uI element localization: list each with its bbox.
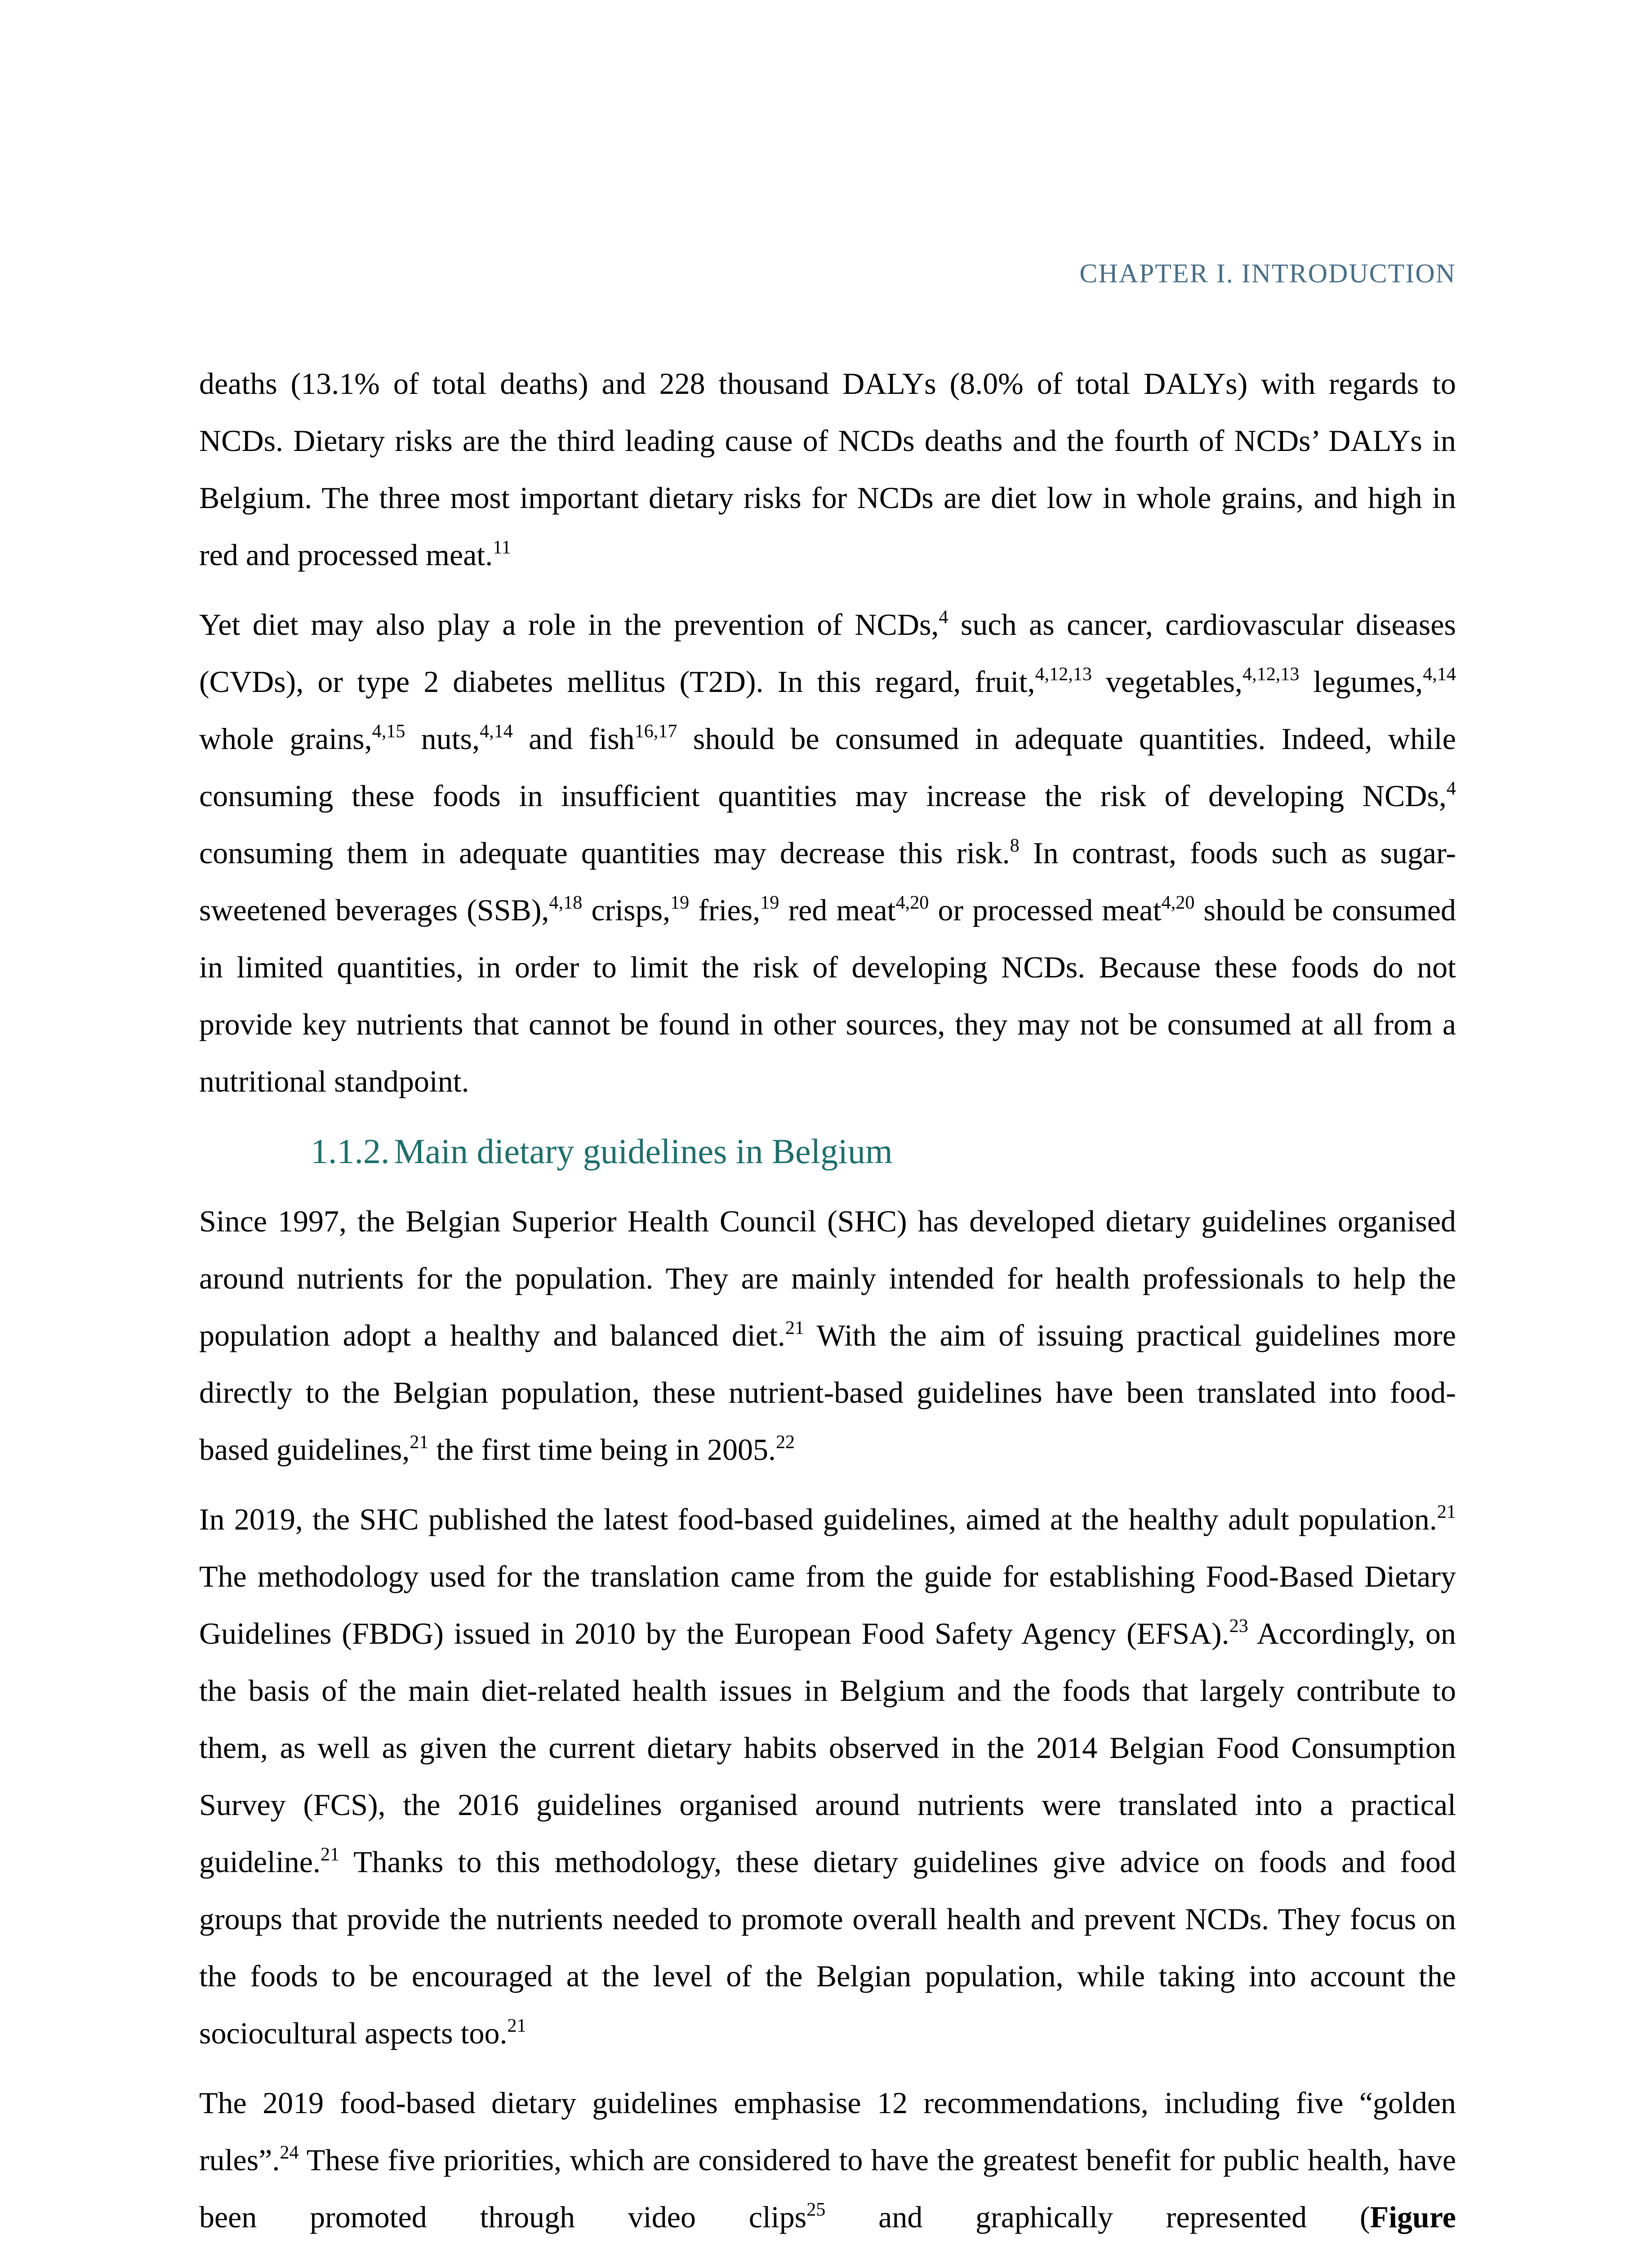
citation: 19 <box>670 892 690 914</box>
citation: 19 <box>760 892 779 914</box>
citation: 8 <box>1010 835 1020 856</box>
body-text <box>199 355 1456 2248</box>
citation: 4,14 <box>1423 664 1456 685</box>
section-title: Main dietary guidelines in Belgium <box>394 1132 893 1171</box>
citation: 21 <box>785 1317 804 1339</box>
text-span: the first time being in 2005. <box>428 1432 776 1467</box>
citation: 4,20 <box>895 892 929 914</box>
paragraph <box>199 596 1456 1110</box>
paragraph <box>199 1193 1456 1478</box>
citation: 16,17 <box>634 721 677 742</box>
figure-reference: Figure <box>1370 2200 1456 2234</box>
citation: 4 <box>1446 778 1456 799</box>
section-heading <box>199 1123 1456 1180</box>
running-header: CHAPTER I. INTRODUCTION <box>1079 259 1456 288</box>
citation: 21 <box>1437 1501 1456 1523</box>
text-span: and graphically represented ( <box>825 2200 1370 2234</box>
text-span: nuts, <box>405 722 480 756</box>
citation: 4 <box>939 607 948 628</box>
citation: 4,14 <box>480 721 513 742</box>
text-span: fries, <box>689 893 761 927</box>
text-span: Yet diet may also play a role in the prevention of NCDs, <box>199 607 939 642</box>
citation: 23 <box>1229 1615 1248 1637</box>
paragraph <box>199 2074 1456 2246</box>
citation: 21 <box>410 1432 429 1453</box>
text-span: should be consumed in limited quantities, in order to limit the risk of developing NCDs. Because these foods do not provide key nutrients that cannot be found in other sources, they may not be consumed at all from a nutritional standpoint. <box>199 893 1456 1098</box>
text-span: and fish <box>512 722 635 756</box>
citation: 4,18 <box>549 892 583 914</box>
citation: 4,15 <box>372 721 405 742</box>
citation: 21 <box>507 2015 526 2037</box>
text-span: such as cancer, cardiovascular diseases (CVDs), or type 2 diabetes mellitus (T2D). In this regard, fruit, <box>199 607 1456 699</box>
text-span: deaths (13.1% of total deaths) and 228 thousand DALYs (8.0% of total DALYs) with regards to NCDs. Dietary risks are the third leading cause of NCDs deaths and the fourth of NCDs’ DALYs in Belgium. The three most important dietary risks for NCDs are diet low in whole grains, and high in red and processed meat. <box>199 366 1456 572</box>
text-span: These five priorities, which are considered to have the greatest benefit for public health, have been promoted through video clips <box>199 2143 1456 2234</box>
text-span: The 2019 food-based dietary guidelines emphasise 12 recommendations, including five “golden rules”. <box>199 2086 1456 2177</box>
citation: 4,20 <box>1161 892 1195 914</box>
citation: 11 <box>493 537 511 558</box>
section-number: 1.1.2. <box>311 1132 390 1171</box>
text-span: or processed meat <box>929 893 1162 927</box>
citation: 22 <box>775 1432 795 1453</box>
text-span: vegetables, <box>1091 665 1243 699</box>
text-span: whole grains, <box>199 722 372 756</box>
text-span: The methodology used for the translation came from the guide for establishing Food-Based Dietary Guidelines (FBDG) issued in 2010 by the European Food Safety Agency (EFSA). <box>199 1559 1456 1650</box>
citation: 25 <box>806 2199 826 2221</box>
paragraph <box>199 355 1456 584</box>
text-span: Thanks to this methodology, these dietary guidelines give advice on foods and food groups that provide the nutrients needed to promote overall health and prevent NCDs. They focus on the foods to be encouraged at the level of the Belgian population, while taking into account the sociocultural aspects too. <box>199 1845 1456 2050</box>
citation: 4,12,13 <box>1242 664 1300 685</box>
paragraph <box>199 1491 1456 2062</box>
text-span: Accordingly, on the basis of the main diet-related health issues in Belgium and the foods that largely contribute to them, as well as given the current dietary habits observed in the 2014 Belgian Food Consumption Survey (FCS), the 2016 guidelines organised around nutrients were translated into a practical guideline. <box>199 1616 1456 1879</box>
text-span: In 2019, the SHC published the latest food-based guidelines, aimed at the healthy adult population. <box>199 1502 1437 1536</box>
text-span: red meat <box>779 893 896 927</box>
citation: 21 <box>321 1844 340 1865</box>
citation: 4,12,13 <box>1035 664 1092 685</box>
text-span: consuming them in adequate quantities may decrease this risk. <box>199 836 1010 870</box>
text-span: legumes, <box>1299 665 1423 699</box>
text-span: crisps, <box>582 893 671 927</box>
citation: 24 <box>280 2142 299 2163</box>
text-span: should be consumed in adequate quantities. Indeed, while consuming these foods in insufficient quantities may increase the risk of developing NCDs, <box>199 722 1456 813</box>
text-span: With the aim of issuing practical guidelines more directly to the Belgian population, these nutrient-based guidelines have been translated into food-based guidelines, <box>199 1318 1456 1467</box>
text-span: In contrast, foods such as sugar-sweetened beverages (SSB), <box>199 836 1456 927</box>
text-span: Since 1997, the Belgian Superior Health Council (SHC) has developed dietary guidelines organised around nutrients for the population. They are mainly intended for health professionals to help the population adopt a healthy and balanced diet. <box>199 1204 1456 1352</box>
